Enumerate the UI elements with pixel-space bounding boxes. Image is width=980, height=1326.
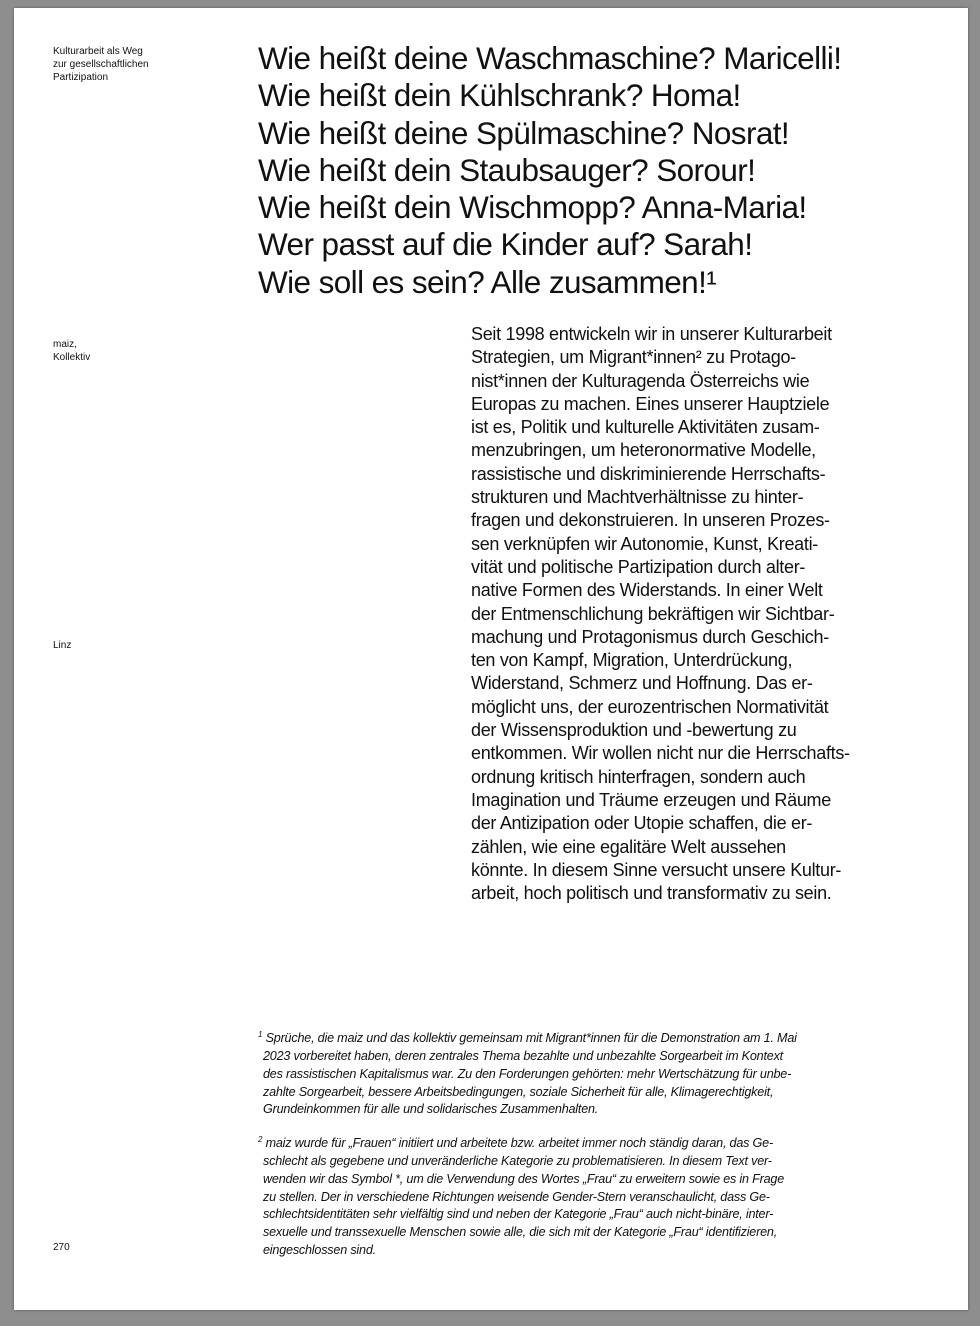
document-page <box>14 8 968 1310</box>
footnote-2 <box>258 1131 784 1260</box>
footnote-line: Grundeinkommen für alle und solidarisches Zusammenhalten. <box>263 1102 599 1117</box>
body-line: könnte. In diesem Sinne versucht unsere Kultur- <box>471 859 842 880</box>
page-number: 270 <box>53 1242 70 1253</box>
footnote-line: Sprüche, die maiz und das kollektiv gemeinsam mit Migrant*innen für die Demonstration am 1. Mai <box>265 1031 797 1046</box>
body-line: der Antizipation oder Utopie schaffen, die er- <box>471 813 813 834</box>
body-line: fragen und dekonstruieren. In unseren Prozes- <box>471 510 830 531</box>
author <box>53 338 90 364</box>
body-line: sen verknüpfen wir Autonomie, Kunst, Kreati- <box>471 533 818 554</box>
footnote-line: zu stellen. Der in verschiedene Richtungen weisende Gender-Stern veranschaulicht, dass Ge- <box>263 1189 770 1204</box>
place: Linz <box>53 640 72 651</box>
headline-line: Wer passt auf die Kinder auf? Sarah! <box>258 226 753 263</box>
footnote-line: sexuelle und transsexuelle Menschen sowie alle, die sich mit der Kategorie „Frau“ identifizieren, <box>263 1225 778 1240</box>
body-line: native Formen des Widerstands. In einer Welt <box>471 580 823 601</box>
body-line: nist*innen der Kulturagenda Österreichs wie <box>471 370 810 391</box>
headline-line: Wie heißt deine Waschmaschine? Maricelli! <box>258 40 842 76</box>
body-line: entkommen. Wir wollen nicht nur die Herrschafts- <box>471 743 850 764</box>
footnote-line: eingeschlossen sind. <box>263 1242 376 1257</box>
body-line: menzubringen, um heteronormative Modelle, <box>471 440 816 461</box>
headline-line: Wie heißt deine Spülmaschine? Nosrat! <box>258 114 790 151</box>
body-line: Seit 1998 entwickeln wir in unserer Kulturarbeit <box>471 324 832 344</box>
footnote-line: wenden wir das Symbol *, um die Verwendung des Wortes „Frau“ zu erweitern sowie es in Frage <box>263 1171 785 1186</box>
headline-line: Wie soll es sein? Alle zusammen!¹ <box>258 263 717 300</box>
body-line: der Wissensproduktion und -bewertung zu <box>471 720 797 741</box>
headline-line: Wie heißt dein Wischmopp? Anna-Maria! <box>258 189 807 226</box>
author-line: maiz, <box>53 339 77 350</box>
body-line: Strategien, um Migrant*innen² zu Protago- <box>471 347 796 368</box>
footnote-line: zahlte Sorgearbeit, bessere Arbeitsbedingungen, soziale Sicherheit für alle, Klimagerechtigkeit, <box>263 1084 774 1099</box>
body-line: vität und politische Partizipation durch alter- <box>471 556 806 577</box>
footnote-line: schlecht als gegebene und unveränderliche Kategorie zu problematisieren. In diesem Text ver- <box>263 1153 772 1168</box>
running-title-line: Partizipation <box>53 72 109 83</box>
body-line: machung und Protagonismus durch Geschich- <box>471 626 829 647</box>
body-line: möglicht uns, der eurozentrischen Normativität <box>471 696 829 717</box>
footnote-mark: 1 <box>258 1030 263 1039</box>
footnote-1 <box>258 1026 797 1119</box>
body-line: ten von Kampf, Migration, Unterdrückung, <box>471 650 793 671</box>
body-line: ist es, Politik und kulturelle Aktivitäten zusam- <box>471 417 820 438</box>
body-line: der Entmenschlichung bekräftigen wir Sichtbar- <box>471 603 835 624</box>
body-line: Europas zu machen. Eines unserer Hauptziele <box>471 393 830 414</box>
footnote-line: maiz wurde für „Frauen“ initiiert und arbeitete bzw. arbeitet immer noch ständig daran, das Ge- <box>265 1136 773 1151</box>
running-title-line: Kulturarbeit als Weg <box>53 46 143 57</box>
footnote-mark: 2 <box>258 1135 263 1144</box>
body-text <box>471 323 850 905</box>
footnote-line: schlechtsidentitäten sehr vielfältig sind und neben der Kategorie „Frau“ auch nicht-binäre, inter- <box>263 1207 774 1222</box>
body-line: Imagination und Träume erzeugen und Räume <box>471 789 831 810</box>
headline-line: Wie heißt dein Staubsauger? Sorour! <box>258 151 756 188</box>
running-title-line: zur gesellschaftlichen <box>53 59 149 70</box>
author-line: Kollektiv <box>53 352 91 363</box>
body-line: ordnung kritisch hinterfragen, sondern auch <box>471 766 806 787</box>
body-line: zählen, wie eine egalitäre Welt aussehen <box>471 836 786 857</box>
running-title <box>53 45 149 84</box>
footnote-line: des rassistischen Kapitalismus war. Zu den Forderungen gehörten: mehr Wertschätzung für unbe- <box>263 1066 792 1081</box>
body-line: arbeit, hoch politisch und transformativ zu sein. <box>471 883 832 904</box>
body-line: Widerstand, Schmerz und Hoffnung. Das er- <box>471 673 813 694</box>
headline-line: Wie heißt dein Kühlschrank? Homa! <box>258 77 741 114</box>
footnote-line: 2023 vorbereitet haben, deren zentrales Thema bezahlte und unbezahlte Sorgearbeit im Kontext <box>263 1048 783 1063</box>
body-line: strukturen und Machtverhältnisse zu hinter- <box>471 487 804 508</box>
headline <box>258 40 841 301</box>
body-line: rassistische und diskriminierende Herrschafts- <box>471 463 826 484</box>
